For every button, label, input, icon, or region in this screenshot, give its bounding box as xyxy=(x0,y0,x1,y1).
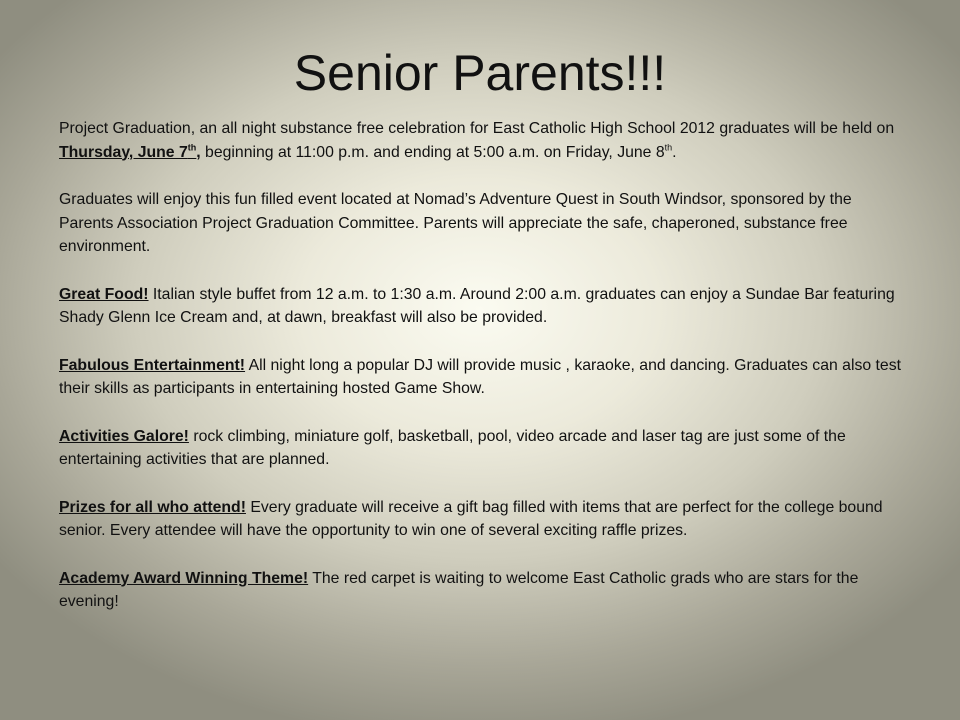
entertainment-heading: Fabulous Entertainment! xyxy=(59,356,246,374)
event-date-comma: , xyxy=(196,143,201,161)
prizes-heading: Prizes for all who attend! xyxy=(59,498,246,516)
paragraph-location: Graduates will enjoy this fun filled event located at Nomad’s Adventure Quest in South Windsor, sponsored by the Parents Association Project Graduation Committee. Parents will appreciate the safe, chaperoned, substance free environment. xyxy=(59,191,852,255)
paragraph-activities xyxy=(59,425,909,472)
intro-text-middle: beginning at 11:00 p.m. and ending at 5:00 a.m. on Friday, June 8 xyxy=(200,143,665,161)
activities-heading: Activities Galore! xyxy=(59,427,189,445)
paragraph-food xyxy=(59,283,909,330)
event-date-suffix: th xyxy=(187,142,197,153)
end-date-suffix: th xyxy=(664,142,673,153)
slide-body xyxy=(59,117,909,614)
food-heading: Great Food! xyxy=(59,285,149,303)
food-text: Italian style buffet from 12 a.m. to 1:30 a.m. Around 2:00 a.m. graduates can enjoy a Sundae Bar featuring Shady Glenn Ice Cream and, at dawn, breakfast will also be provided. xyxy=(59,285,895,326)
event-date-text: Thursday, June 7 xyxy=(59,143,188,161)
paragraph-intro xyxy=(59,117,909,164)
paragraph-entertainment xyxy=(59,354,909,401)
intro-text-end: . xyxy=(672,143,677,161)
prizes-text: Every graduate will receive a gift bag filled with items that are perfect for the college bound senior. Every attendee will have the opportunity to win one of several exciting raffle prizes. xyxy=(59,498,883,539)
theme-text: The red carpet is waiting to welcome East Catholic grads who are stars for the evening! xyxy=(59,569,859,610)
intro-text-start: Project Graduation, an all night substance free celebration for East Catholic High School 2012 graduates will be held on xyxy=(59,120,895,137)
slide-title: Senior Parents!!! xyxy=(293,45,667,101)
entertainment-text: All night long a popular DJ will provide music , karaoke, and dancing. Graduates can also test their skills as participants in entertaining hosted Game Show. xyxy=(59,356,901,397)
paragraph-prizes xyxy=(59,496,909,543)
event-date xyxy=(59,144,201,161)
paragraph-theme xyxy=(59,567,909,614)
theme-heading: Academy Award Winning Theme! xyxy=(59,569,309,587)
activities-text: rock climbing, miniature golf, basketball, pool, video arcade and laser tag are just some of the entertaining activities that are planned. xyxy=(59,427,846,468)
